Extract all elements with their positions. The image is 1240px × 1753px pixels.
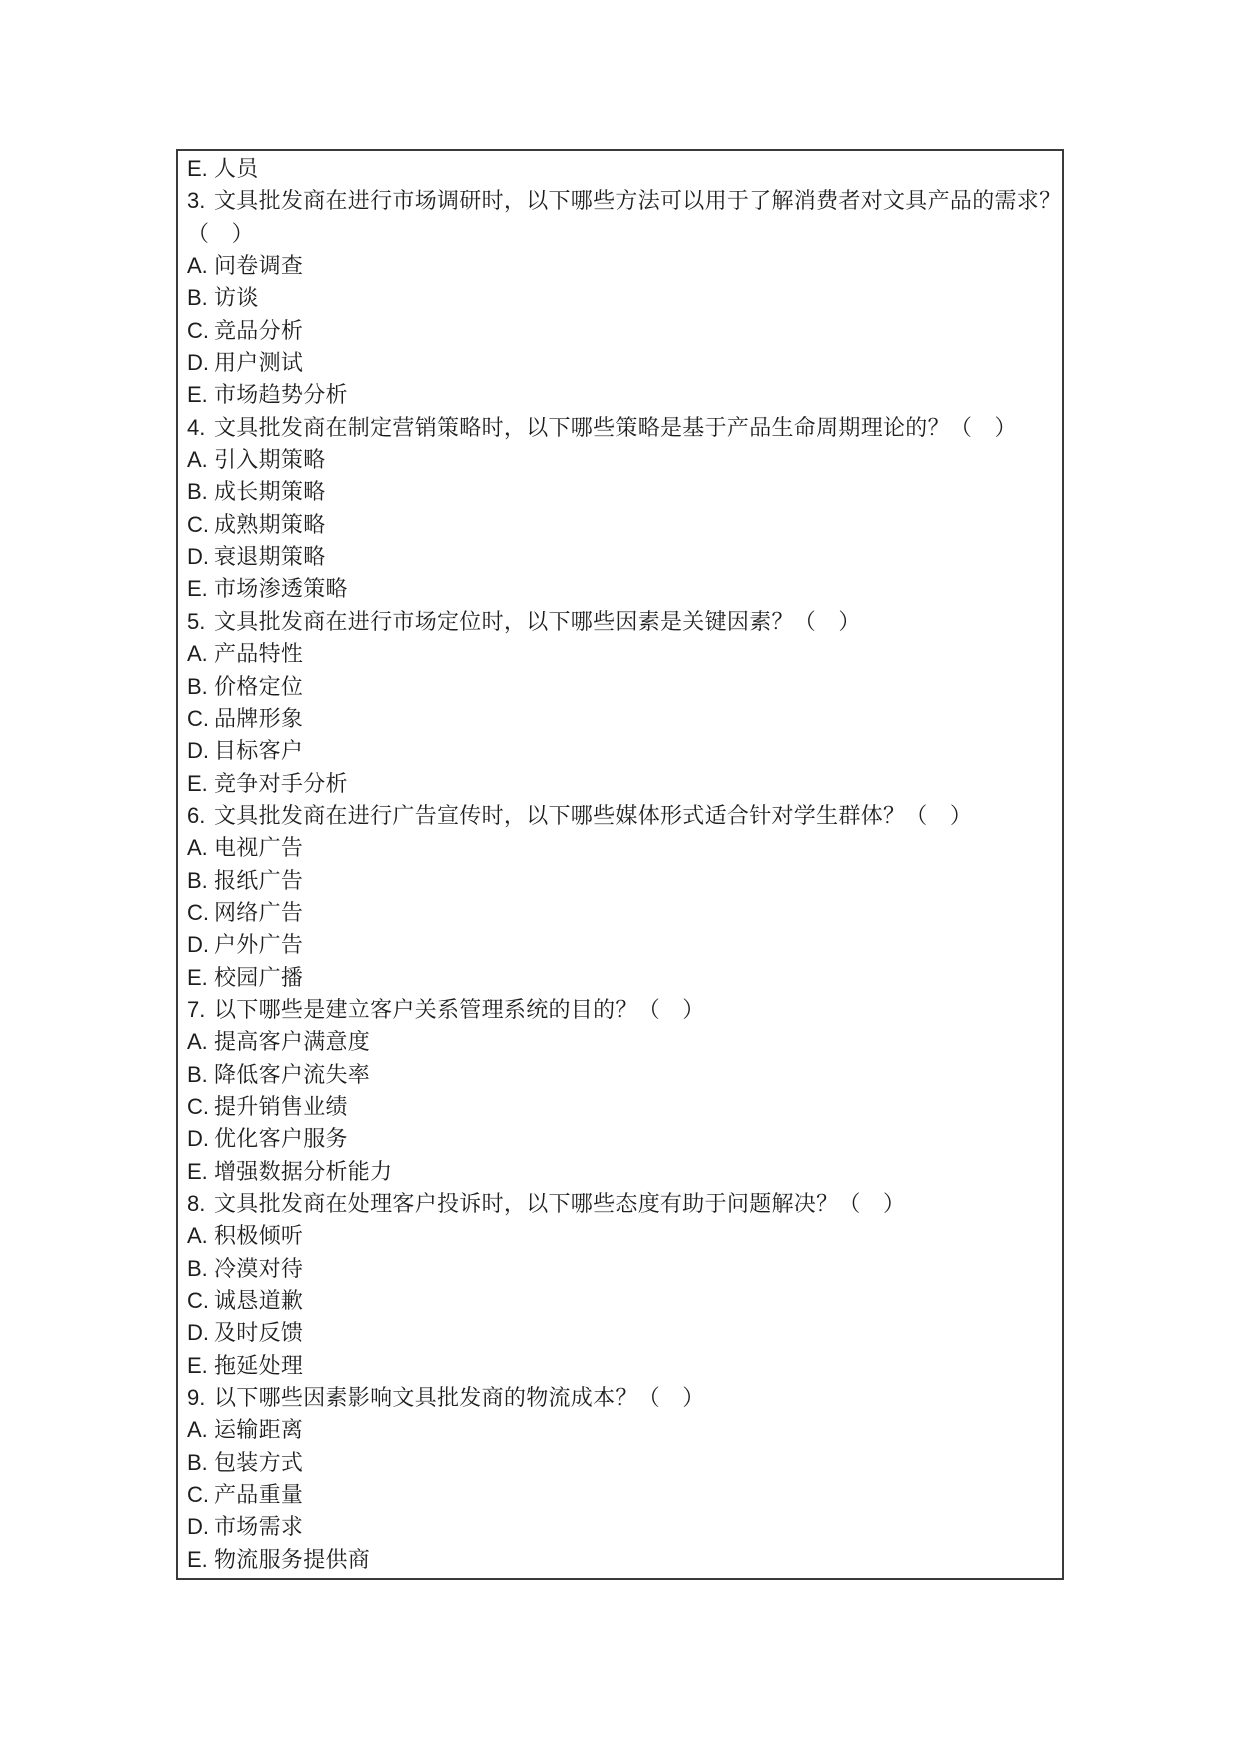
option-line-text: 优化客户服务 [214,1126,348,1152]
question-sheet-frame [176,149,1064,1580]
option-line-marker: C. [187,1093,209,1119]
question-stem-line-text: 文具批发商在制定营销策略时，以下哪些策略是基于产品生命周期理论的？（ ） [214,414,1017,440]
option-line [187,1350,1056,1382]
option-line [187,1317,1056,1349]
option-line [187,444,1056,476]
question-stem-line [187,994,1056,1026]
option-line-text: 积极倾听 [214,1223,304,1249]
option-line [187,1123,1056,1155]
question-stem-line-marker: 3. [187,188,206,214]
option-line-marker: E. [187,1352,208,1378]
option-line-text: 成熟期策略 [214,511,326,537]
option-line-text: 报纸广告 [214,867,304,893]
option-line [187,735,1056,767]
option-line-marker: A. [187,1223,208,1249]
option-line [187,1091,1056,1123]
option-line-text: 及时反馈 [214,1320,304,1346]
option-line-marker: D. [187,1126,209,1152]
question-stem-line-marker: 9. [187,1385,206,1411]
question-stem-line [187,1188,1056,1220]
option-line-marker: D. [187,738,209,764]
option-line [187,1253,1056,1285]
question-stem-line [187,606,1056,638]
option-line-marker: E. [187,382,208,408]
option-line [187,832,1056,864]
option-line-marker: E. [187,1546,208,1572]
option-line-marker: A. [187,1029,208,1055]
option-line-text: 诚恳道歉 [214,1288,304,1314]
option-line-text: 增强数据分析能力 [214,1158,393,1184]
option-line-marker: A. [187,1417,208,1443]
option-line [187,573,1056,605]
question-stem-line-text: 文具批发商在进行广告宣传时，以下哪些媒体形式适合针对学生群体？（ ） [214,802,973,828]
option-line-text: 提高客户满意度 [214,1029,371,1055]
option-line-marker: A. [187,641,208,667]
option-line-marker: E. [187,964,208,990]
answer-blank-line-text: （ ） [187,220,254,246]
option-line-text: 竞争对手分析 [214,770,348,796]
question-stem-line [187,1382,1056,1414]
option-line [187,250,1056,282]
option-line-marker: A. [187,447,208,473]
continued-option-line-marker: E. [187,156,208,181]
option-line-marker: B. [187,1449,208,1475]
option-line-text: 提升销售业绩 [214,1093,348,1119]
option-line-marker: C. [187,705,209,731]
question-stem-line [187,412,1056,444]
option-line-text: 拖延处理 [214,1352,304,1378]
option-line [187,379,1056,411]
option-line [187,282,1056,314]
option-line [187,962,1056,994]
option-line-text: 用户测试 [214,350,304,376]
option-line-marker: A. [187,835,208,861]
question-stem-line-text: 文具批发商在处理客户投诉时，以下哪些态度有助于问题解决？（ ） [214,1191,906,1216]
option-line-text: 市场趋势分析 [214,382,348,408]
option-line-text: 目标客户 [214,738,304,764]
option-line-marker: C. [187,317,209,343]
option-line [187,1156,1056,1188]
option-line [187,671,1056,703]
option-line-marker: B. [187,1255,208,1281]
option-line-marker: E. [187,770,208,796]
option-line [187,509,1056,541]
option-line [187,1220,1056,1252]
option-line-text: 市场渗透策略 [214,576,348,602]
option-line [187,1511,1056,1543]
option-line-text: 衰退期策略 [214,544,326,570]
option-line [187,315,1056,347]
option-line-marker: B. [187,867,208,893]
option-line-text: 降低客户流失率 [214,1061,371,1087]
question-stem-line-text: 以下哪些是建立客户关系管理系统的目的？（ ） [214,996,705,1022]
question-stem-line-marker: 7. [187,996,206,1022]
option-line [187,897,1056,929]
option-line [187,1026,1056,1058]
option-line [187,865,1056,897]
option-line-text: 运输距离 [214,1417,304,1443]
option-line-marker: C. [187,1288,209,1314]
option-line [187,1447,1056,1479]
option-line-text: 校园广播 [214,964,304,990]
option-line [187,1544,1056,1576]
question-stem-line-marker: 4. [187,414,206,440]
option-line-text: 访谈 [214,285,259,311]
option-line-marker: B. [187,673,208,699]
option-line [187,929,1056,961]
option-line-marker: B. [187,1061,208,1087]
option-line-marker: B. [187,479,208,505]
option-line-marker: A. [187,253,208,279]
option-line [187,768,1056,800]
option-line-text: 户外广告 [214,932,304,958]
option-line-marker: E. [187,576,208,602]
continued-option-line [187,153,1056,185]
answer-blank-line [187,218,1056,250]
question-stem-line-text: 文具批发商在进行市场调研时，以下哪些方法可以用于了解消费者对文具产品的需求？ [214,188,1062,214]
question-stem-line-marker: 5. [187,608,206,634]
option-line [187,541,1056,573]
option-line [187,1414,1056,1446]
option-line-marker: D. [187,350,209,376]
option-line-text: 价格定位 [214,673,304,699]
option-line-text: 产品特性 [214,641,304,667]
option-line-marker: D. [187,932,209,958]
option-line-text: 成长期策略 [214,479,326,505]
option-line-text: 物流服务提供商 [214,1546,371,1572]
option-line-marker: E. [187,1158,208,1184]
option-line-text: 产品重量 [214,1482,304,1508]
option-line-text: 引入期策略 [214,447,326,473]
option-line-text: 网络广告 [214,899,304,925]
question-stem-line-text: 以下哪些因素影响文具批发商的物流成本？（ ） [214,1385,705,1411]
question-stem-line-marker: 6. [187,802,206,828]
option-line-marker: C. [187,899,209,925]
question-stem-line [187,800,1056,832]
option-line [187,1285,1056,1317]
option-line-text: 问卷调查 [214,253,304,279]
option-line-marker: C. [187,511,209,537]
option-line-marker: C. [187,1482,209,1508]
option-line [187,1059,1056,1091]
option-line-marker: D. [187,1514,209,1540]
option-line-text: 包装方式 [214,1449,304,1475]
question-stem-line-text: 文具批发商在进行市场定位时，以下哪些因素是关键因素？（ ） [214,608,861,634]
option-line-text: 品牌形象 [214,705,304,731]
option-line-marker: D. [187,544,209,570]
continued-option-line-text: 人员 [214,156,259,181]
option-line [187,476,1056,508]
question-stem-line [187,185,1062,217]
option-line [187,1479,1056,1511]
option-line-marker: B. [187,285,208,311]
option-line-text: 竞品分析 [214,317,304,343]
option-line [187,347,1056,379]
option-line-text: 电视广告 [214,835,304,861]
option-line-text: 市场需求 [214,1514,304,1540]
option-line [187,638,1056,670]
option-line-marker: D. [187,1320,209,1346]
option-line-text: 冷漠对待 [214,1255,304,1281]
option-line [187,703,1056,735]
question-stem-line-marker: 8. [187,1191,206,1216]
